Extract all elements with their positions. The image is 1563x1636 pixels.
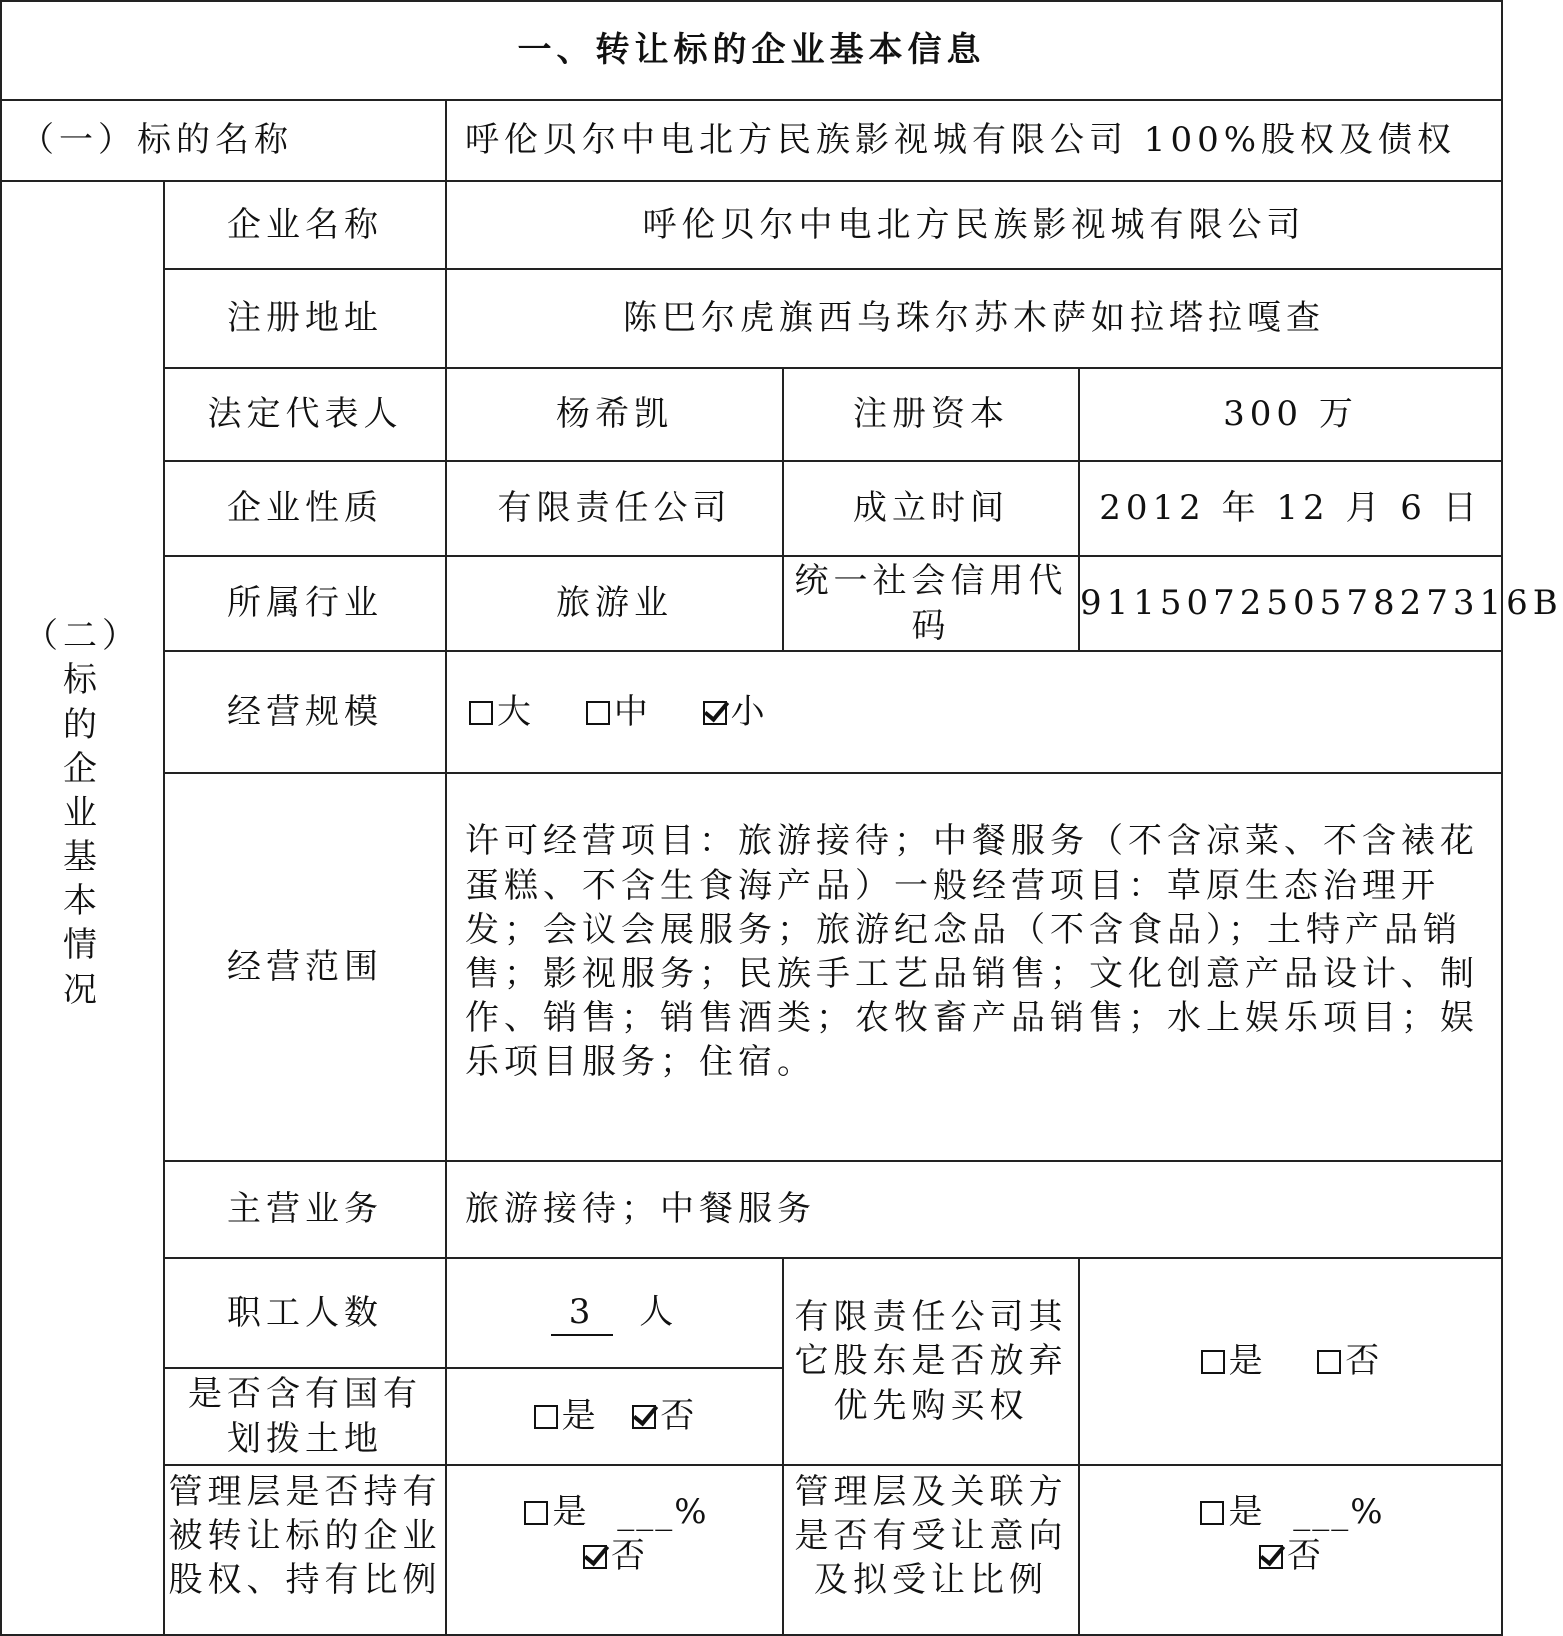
option-label: 否 [1287,1536,1326,1577]
option-label: 否 [611,1536,650,1577]
business-scope-label: 经营范围 [164,773,446,1161]
option-label: 是 [1228,1492,1268,1532]
management-intent-label [783,1465,1079,1635]
basic-info-label-line: 的 [63,704,102,745]
basic-info-label-line: 本 [63,881,102,922]
company-name-value: 呼伦贝尔中电北方民族影视城有限公司 [446,181,1502,269]
checkbox-checked-icon[interactable] [632,1405,656,1429]
target-name-label: （一）标的名称 [1,100,446,181]
label-line: 管理层是否持有 [168,1472,442,1512]
company-type-label: 企业性质 [164,461,446,556]
allocated-land-no[interactable] [628,1396,699,1436]
percent-blank: ___% [1293,1492,1385,1532]
checkbox-checked-icon[interactable] [1259,1545,1283,1569]
registered-capital-value: 300 万 [1079,368,1502,461]
percent-blank: ___% [617,1492,709,1532]
label-line: 划拨土地 [227,1418,383,1459]
basic-info-label-line: 情 [63,925,102,966]
company-name-label: 企业名称 [164,181,446,269]
employees-unit: 人 [639,1291,679,1332]
registered-capital-label: 注册资本 [783,368,1079,461]
scale-option-label: 大 [497,691,536,732]
checkbox-icon[interactable] [1317,1350,1341,1374]
employees-count: 3 [551,1290,614,1336]
other-shareholders-options [1079,1258,1502,1465]
management-holding-yes[interactable] [520,1492,591,1532]
registered-address-label: 注册地址 [164,269,446,368]
management-intent-options [1079,1465,1502,1635]
company-type-value: 有限责任公司 [446,461,783,556]
scale-option-small[interactable] [699,690,770,734]
management-intent-no[interactable] [1255,1536,1326,1576]
main-business-value: 旅游接待；中餐服务 [446,1161,1502,1258]
basic-info-label-line: 业 [63,792,102,833]
checkbox-icon[interactable] [586,701,610,725]
option-label: 是 [552,1492,592,1532]
scale-options [446,651,1502,773]
industry-value: 旅游业 [446,556,783,651]
other-shareholders-label [783,1258,1079,1465]
allocated-land-options [446,1368,783,1465]
legal-rep-value: 杨希凯 [446,368,783,461]
label-line: 管理层及关联方 [794,1472,1068,1512]
checkbox-icon[interactable] [469,701,493,725]
employees-label: 职工人数 [164,1258,446,1368]
scale-option-large[interactable] [465,690,536,734]
scale-label: 经营规模 [164,651,446,773]
credit-code-label: 统一社会信用代码 [783,556,1079,651]
label-line: 股权、持有比例 [168,1560,442,1601]
established-value: 2012 年 12 月 6 日 [1079,461,1502,556]
basic-info-label-line: 基 [63,837,102,878]
scale-option-medium[interactable] [582,690,653,734]
management-holding-label [164,1465,446,1635]
scale-option-label: 中 [613,691,653,732]
target-name-value: 呼伦贝尔中电北方民族影视城有限公司 100%股权及债权 [446,100,1502,181]
management-holding-no[interactable] [579,1536,650,1576]
main-business-label: 主营业务 [164,1161,446,1258]
basic-info-label-line: 标 [63,660,102,701]
label-line: 被转让标的企业 [168,1516,442,1557]
basic-info-label [1,181,164,1635]
option-label: 是 [1228,1341,1268,1382]
allocated-land-yes[interactable] [530,1394,601,1438]
registered-address-value: 陈巴尔虎旗西乌珠尔苏木萨如拉塔拉嘎查 [446,269,1502,368]
option-label: 是 [561,1396,601,1437]
industry-label: 所属行业 [164,556,446,651]
other-shareholders-yes[interactable] [1197,1339,1268,1383]
section-title: 一、转让标的企业基本信息 [1,1,1502,100]
option-label: 否 [660,1396,700,1437]
checkbox-checked-icon[interactable] [703,701,727,725]
label-line: 它股东是否放弃 [794,1341,1068,1382]
management-holding-options [446,1465,783,1635]
scale-option-label: 小 [730,691,770,732]
checkbox-icon[interactable] [524,1501,548,1525]
other-shareholders-no[interactable] [1313,1341,1384,1381]
label-line: 是否有受让意向 [794,1516,1068,1557]
basic-info-label-line: 企 [63,748,102,789]
credit-code-value: 91150725057827316B [1079,556,1502,651]
label-line: 有限责任公司其 [794,1297,1068,1338]
basic-info-label-line: 况 [63,969,102,1010]
business-scope-value: 许可经营项目：旅游接待；中餐服务（不含凉菜、不含裱花蛋糕、不含生食海产品）一般经营项目：草原生态治理开发；会议会展服务；旅游纪念品（不含食品）；土特产品销售；影视服务；民族手工艺品销售；文化创意产品设计、制作、销售；销售酒类；农牧畜产品销售；水上娱乐项目；娱乐项目服务；住宿。 [446,773,1502,1161]
label-line: 优先购买权 [833,1385,1029,1426]
label-line: 及拟受让比例 [814,1560,1048,1601]
checkbox-icon[interactable] [1201,1350,1225,1374]
option-label: 否 [1345,1341,1385,1382]
checkbox-icon[interactable] [1200,1501,1224,1525]
legal-rep-label: 法定代表人 [164,368,446,461]
checkbox-icon[interactable] [534,1405,558,1429]
employees-value [446,1258,783,1368]
basic-info-label-line: （二） [24,616,141,657]
established-label: 成立时间 [783,461,1079,556]
checkbox-checked-icon[interactable] [583,1545,607,1569]
management-intent-yes[interactable] [1196,1492,1267,1532]
allocated-land-label [164,1368,446,1465]
label-line: 是否含有国有 [188,1374,422,1415]
